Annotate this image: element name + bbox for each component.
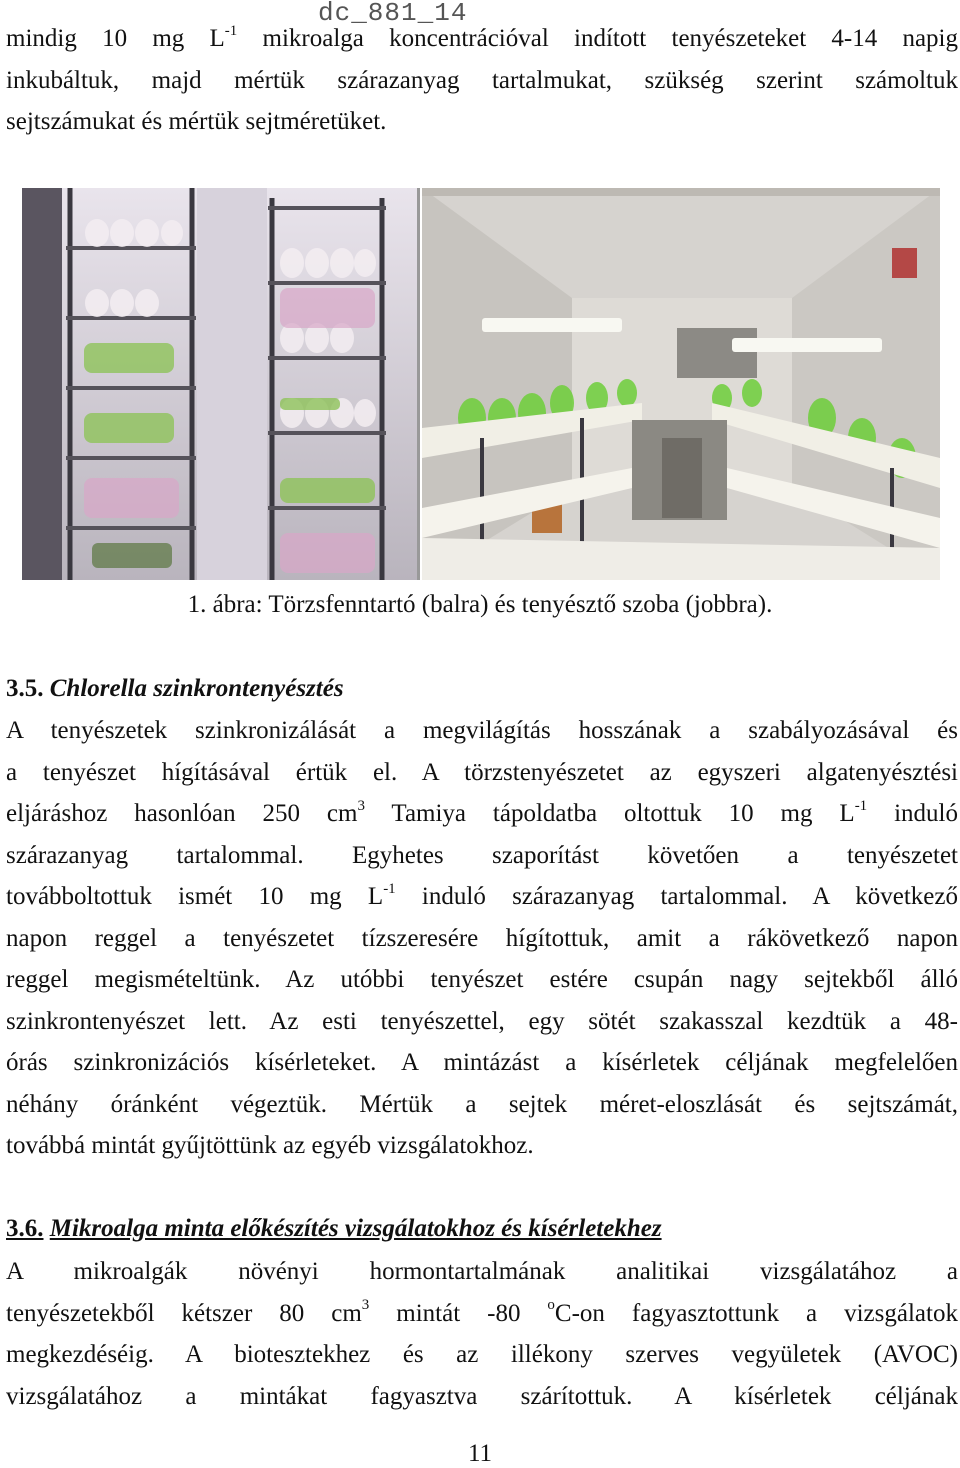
text-run: napon reggel a tenyészetet tízszeresére hígítottuk, amit a rákövetkező napon xyxy=(6,924,958,952)
text-run: mikroalga koncentrációval indított tenyészeteket 4-14 napig xyxy=(237,25,958,52)
figure-caption: 1. ábra: Törzsfenntartó (balra) és tenyésztő szoba (jobbra). xyxy=(187,591,773,618)
text-run: C-on fagyasztottunk a vizsgálatok xyxy=(554,1299,958,1327)
text-line xyxy=(6,918,958,960)
cultivation-room-illustration xyxy=(422,188,940,580)
text-run: reggel megismételtünk. Az utóbbi tenyészet estére csupán nagy sejtekből álló xyxy=(6,966,958,993)
section-3-5-paragraph xyxy=(6,710,958,1167)
text-line xyxy=(6,1251,958,1293)
text-line xyxy=(6,60,958,102)
text-line xyxy=(6,1042,958,1084)
text-run: mindig 10 mg L xyxy=(6,25,225,52)
text-run: induló xyxy=(867,800,958,827)
text-run: sejtszámukat és mértük sejtméretüket. xyxy=(6,108,387,135)
photo-cultivation-room xyxy=(422,188,940,580)
section-3-5-heading xyxy=(6,674,344,704)
text-run: induló szárazanyag tartalommal. A következő xyxy=(395,883,958,910)
text-line xyxy=(6,710,958,752)
text-run: Tamiya tápoldatba oltottuk 10 mg L xyxy=(364,800,855,827)
page-number: 11 xyxy=(467,1440,493,1467)
text-run: tenyészetekből kétszer 80 cm xyxy=(6,1299,362,1327)
text-line xyxy=(6,752,958,794)
text-run: megkezdéséig. A biotesztekhez és az illékony szerves vegyületek (AVOC) xyxy=(6,1341,958,1368)
strain-room-illustration xyxy=(22,188,420,580)
text-run: továbbá mintát gyűjtöttünk az egyéb vizsgálatokhoz. xyxy=(6,1132,534,1159)
document-watermark: dc_881_14 xyxy=(318,0,468,28)
section-title: Mikroalga minta előkészítés vizsgálatokhoz és kísérletekhez xyxy=(49,1215,662,1242)
text-line xyxy=(6,876,958,918)
intro-paragraph xyxy=(6,18,958,143)
text-run: mintát -80 xyxy=(369,1299,548,1327)
text-run: továbboltottuk ismét 10 mg L xyxy=(6,883,384,910)
text-line xyxy=(6,1334,958,1376)
text-line xyxy=(6,835,958,877)
text-line xyxy=(6,101,958,143)
photo-strain-maintenance-room xyxy=(22,188,420,580)
text-run: inkubáltuk, majd mértük szárazanyag tartalmukat, szükség szerint számoltuk xyxy=(6,66,958,94)
section-3-6-heading xyxy=(6,1214,662,1244)
text-run: a tenyészet hígításával értük el. A törzstenyészetet az egyszeri algatenyésztési xyxy=(6,758,958,786)
superscript: 3 xyxy=(361,1297,370,1314)
superscript: -1 xyxy=(224,22,238,39)
text-line xyxy=(6,1376,958,1418)
superscript: -1 xyxy=(383,880,396,897)
text-run: szinkrontenyészet lett. Az esti tenyészettel, egy sötét szakasszal kezdtük a 48- xyxy=(6,1007,958,1035)
text-run: néhány óránként végeztük. Mértük a sejtek méret-eloszlását és sejtszámát, xyxy=(6,1090,958,1118)
section-number: 3.5. xyxy=(6,675,44,702)
text-run: szárazanyag tartalommal. Egyhetes szaporítást követően a tenyészetet xyxy=(6,841,958,869)
section-title: Chlorella szinkrontenyésztés xyxy=(49,675,344,702)
text-line xyxy=(6,793,958,835)
text-line xyxy=(6,1293,958,1335)
text-run: A mikroalgák növényi hormontartalmának analitikai vizsgálatához a xyxy=(6,1258,958,1285)
text-run: vizsgálatához a mintákat fagyasztva szárítottuk. A kísérletek céljának xyxy=(6,1382,958,1410)
superscript: 3 xyxy=(357,797,365,814)
superscript: -1 xyxy=(854,797,868,814)
text-line xyxy=(6,1125,958,1167)
text-run: órás szinkronizációs kísérleteket. A mintázást a kísérletek céljának megfelelően xyxy=(6,1049,958,1076)
section-3-6-paragraph xyxy=(6,1251,958,1417)
text-line xyxy=(6,18,958,60)
text-run: eljáráshoz hasonlóan 250 cm xyxy=(6,800,358,827)
text-line xyxy=(6,1084,958,1126)
text-line xyxy=(6,959,958,1001)
text-line xyxy=(6,1001,958,1043)
superscript: o xyxy=(547,1297,555,1314)
text-run: A tenyészetek szinkronizálását a megvilágítás hosszának a szabályozásával és xyxy=(6,717,958,744)
section-number: 3.6. xyxy=(6,1215,44,1242)
